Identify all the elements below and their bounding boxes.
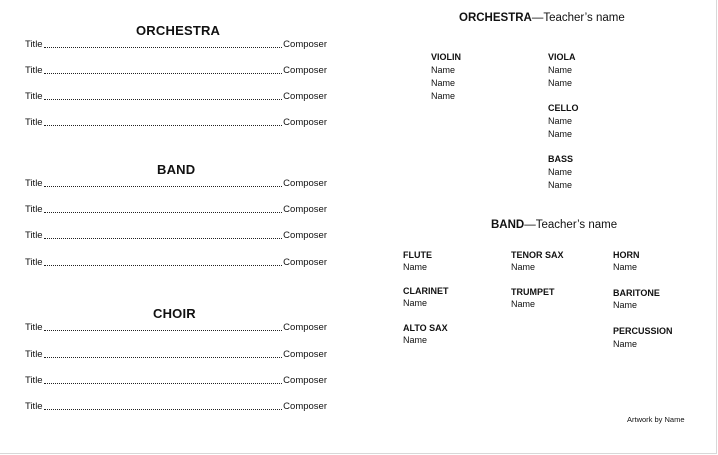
piece-composer: Composer [283,401,327,412]
piece-composer: Composer [283,257,327,268]
band-roster-heading [491,219,617,231]
program-line [25,374,327,386]
piece-title: Title [25,257,43,268]
dotted-leader [44,72,283,74]
piece-title: Title [25,65,43,76]
piece-composer: Composer [283,117,327,128]
member-name: Name [511,299,536,309]
dotted-leader [44,185,283,187]
piece-title: Title [25,322,43,333]
band-heading-label: BAND [491,219,525,231]
piece-composer: Composer [283,349,327,360]
member-name: Name [613,300,638,310]
member-name: Name [431,78,456,88]
instrument-baritone: BARITONE [613,288,660,298]
piece-composer: Composer [283,91,327,102]
program-line [25,116,327,128]
program-line [25,90,327,102]
dotted-leader [44,329,283,331]
program-line [25,321,327,333]
piece-composer: Composer [283,178,327,189]
piece-composer: Composer [283,230,327,241]
member-name: Name [548,180,573,190]
member-name: Name [548,129,573,139]
choir-section-title: CHOIR [153,306,196,321]
member-name: Name [613,262,638,272]
instrument-flute: FLUTE [403,250,432,260]
instrument-horn: HORN [613,250,640,260]
dotted-leader [44,211,283,213]
piece-composer: Composer [283,322,327,333]
orchestra-teacher-name: —Teacher’s name [531,12,625,24]
piece-composer: Composer [283,204,327,215]
program-line [25,348,327,360]
instrument-viola: VIOLA [548,52,576,62]
piece-title: Title [25,178,43,189]
dotted-leader [44,237,283,239]
instrument-bass: BASS [548,154,574,164]
piece-title: Title [25,401,43,412]
member-name: Name [431,91,456,101]
piece-title: Title [25,375,43,386]
dotted-leader [44,356,283,358]
program-line [25,38,327,50]
member-name: Name [548,78,573,88]
member-name: Name [511,262,536,272]
instrument-alto-sax: ALTO SAX [403,323,448,333]
dotted-leader [44,124,283,126]
program-line [25,64,327,76]
instrument-percussion: PERCUSSION [613,326,673,336]
dotted-leader [44,98,283,100]
member-name: Name [548,116,573,126]
dotted-leader [44,264,283,266]
member-name: Name [403,262,428,272]
piece-title: Title [25,91,43,102]
piece-title: Title [25,39,43,50]
piece-title: Title [25,117,43,128]
dotted-leader [44,46,283,48]
instrument-cello: CELLO [548,103,579,113]
piece-title: Title [25,349,43,360]
band-section-title: BAND [157,162,196,177]
instrument-clarinet: CLARINET [403,286,449,296]
program-line [25,229,327,241]
dotted-leader [44,408,283,410]
member-name: Name [403,335,428,345]
piece-composer: Composer [283,375,327,386]
member-name: Name [431,65,456,75]
piece-composer: Composer [283,39,327,50]
program-line [25,400,327,412]
program-line [25,256,327,268]
member-name: Name [548,167,573,177]
member-name: Name [613,339,638,349]
member-name: Name [403,298,428,308]
piece-composer: Composer [283,65,327,76]
piece-title: Title [25,230,43,241]
band-teacher-name: —Teacher’s name [524,219,618,231]
piece-title: Title [25,204,43,215]
program-line [25,203,327,215]
orchestra-heading-label: ORCHESTRA [459,12,532,24]
instrument-trumpet: TRUMPET [511,287,555,297]
program-line [25,177,327,189]
orchestra-section-title: ORCHESTRA [136,23,221,38]
artwork-credit: Artwork by Name [627,415,685,424]
instrument-tenor-sax: TENOR SAX [511,250,564,260]
dotted-leader [44,382,283,384]
instrument-violin: VIOLIN [431,52,462,62]
member-name: Name [548,65,573,75]
orchestra-roster-heading [459,12,625,24]
